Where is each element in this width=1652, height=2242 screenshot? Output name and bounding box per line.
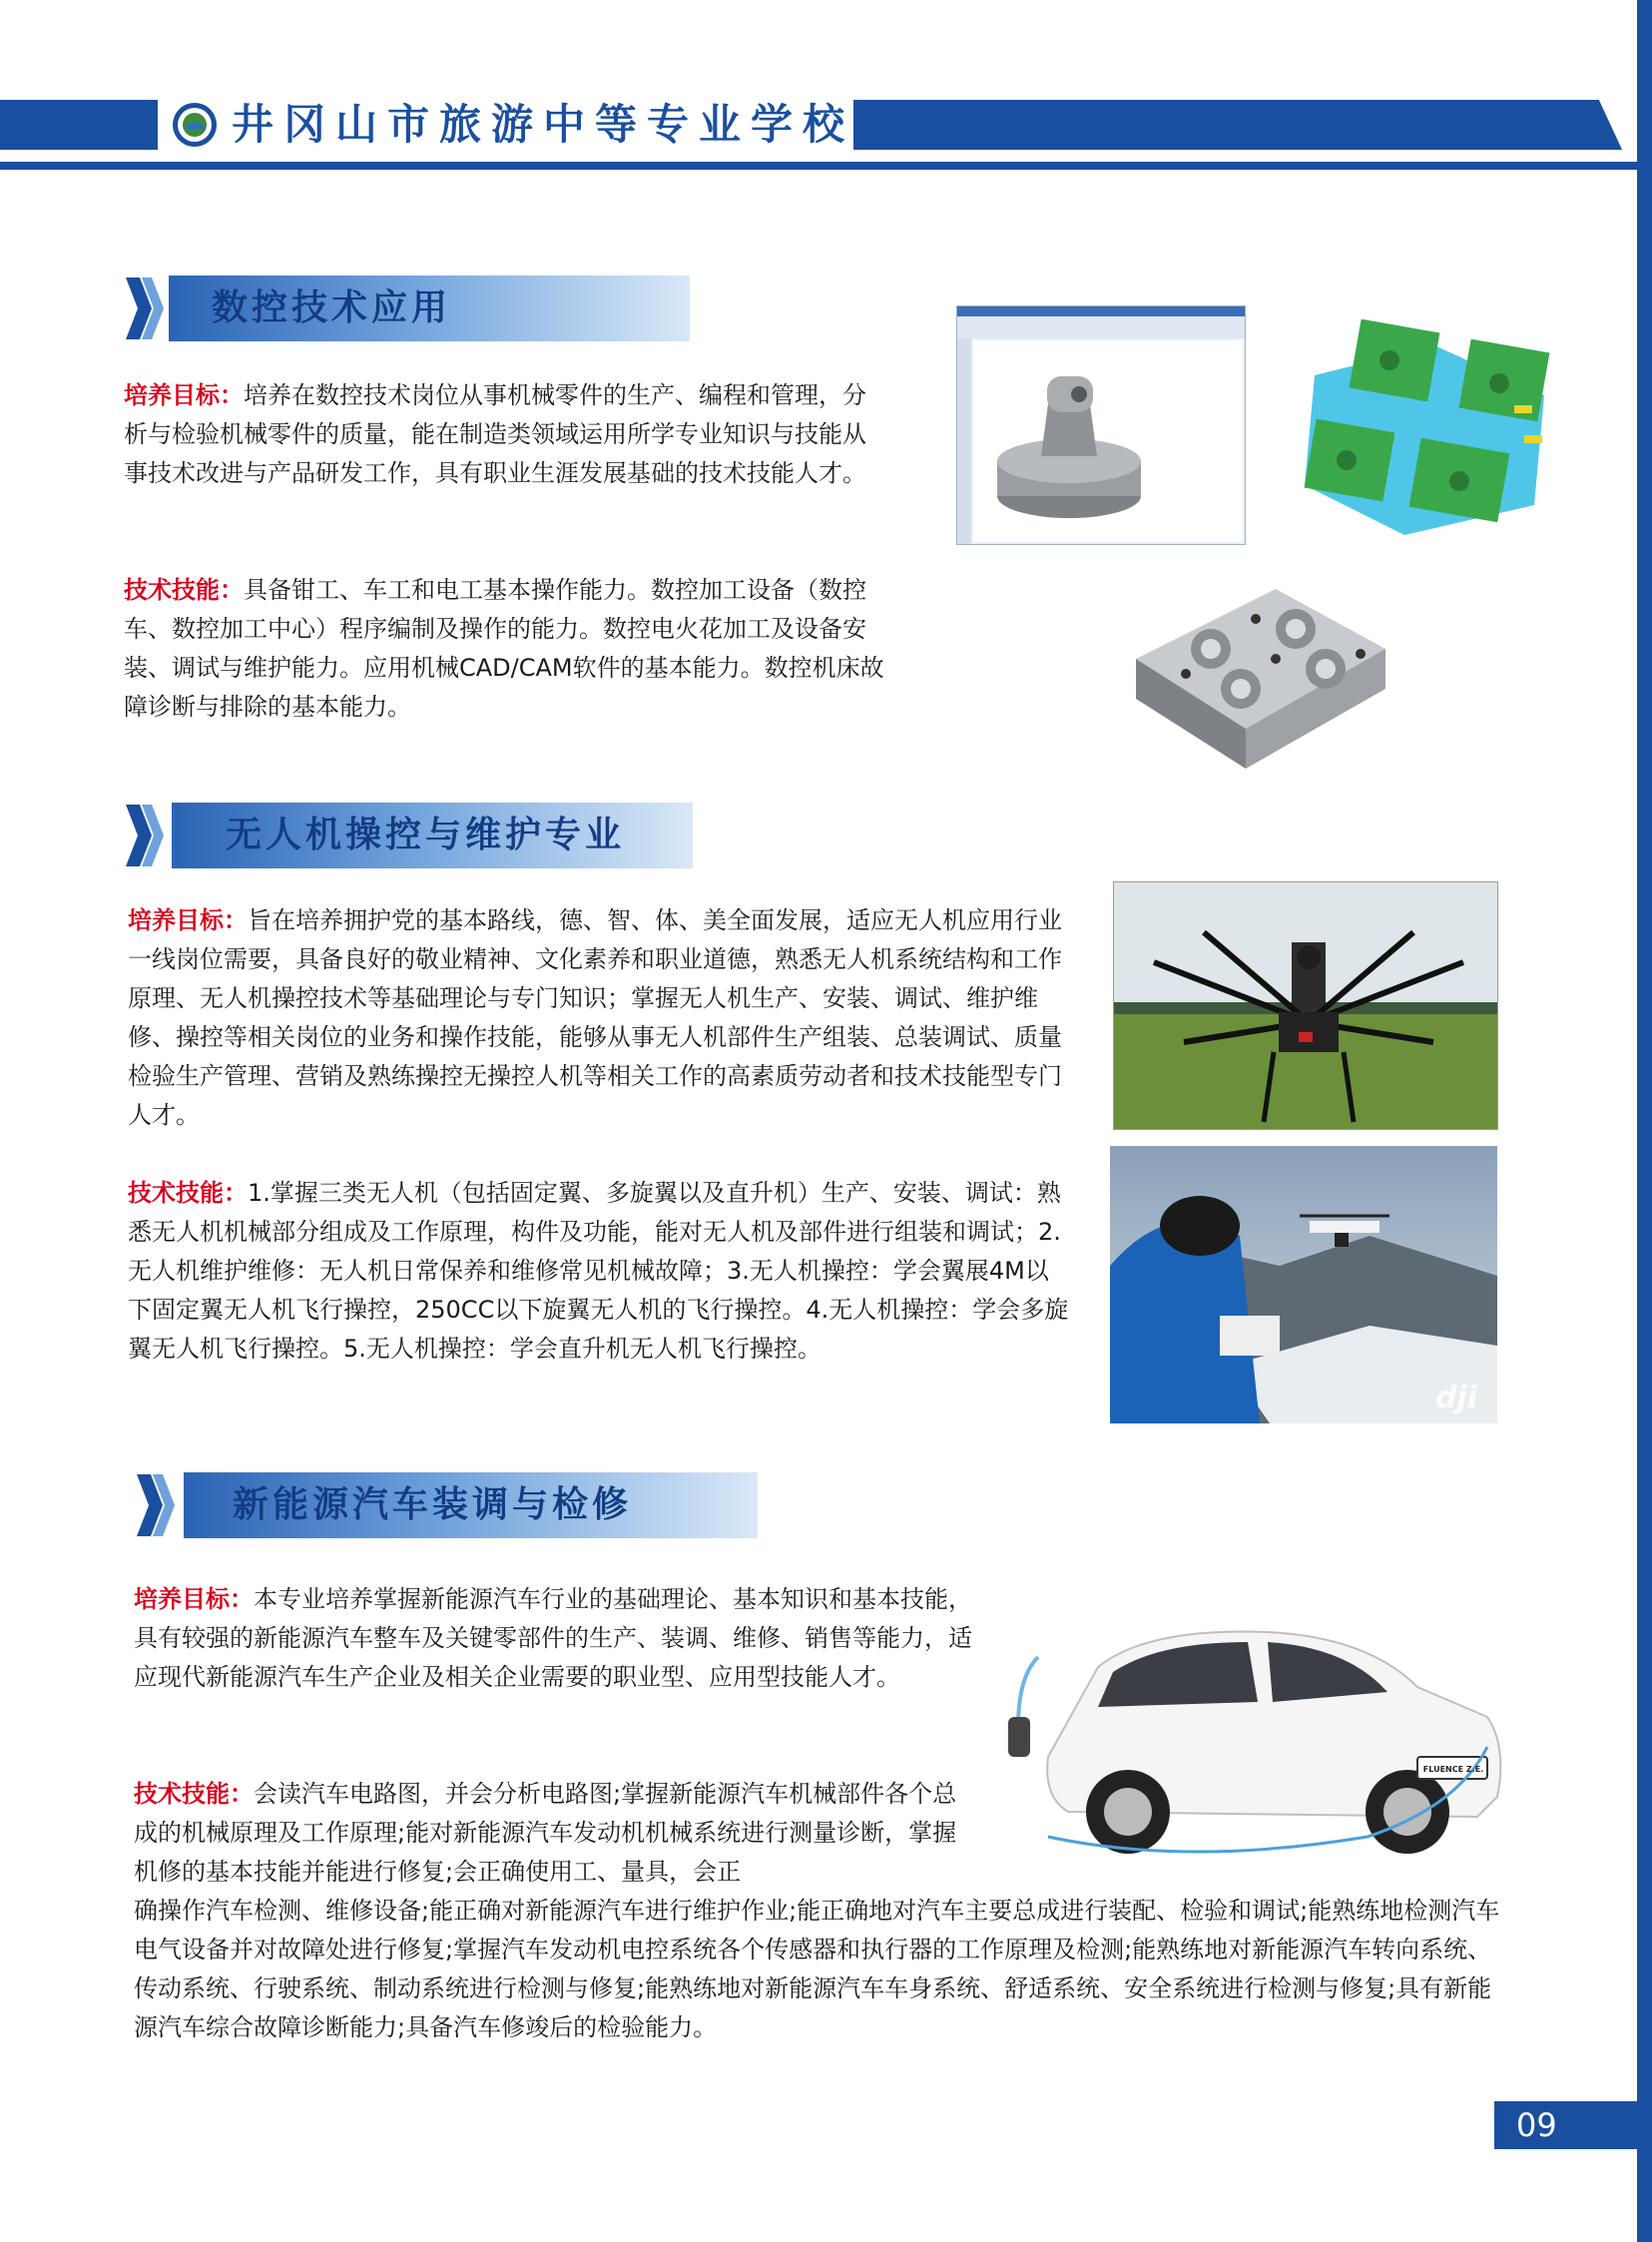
goal-label: 培养目标： bbox=[128, 906, 248, 934]
section-goal bbox=[134, 1580, 978, 1697]
electric-car-image bbox=[988, 1607, 1517, 1867]
skill-label: 技术技能： bbox=[124, 576, 244, 604]
page-number: 09 bbox=[1494, 2101, 1652, 2149]
header-rule bbox=[0, 162, 1637, 170]
goal-label: 培养目标： bbox=[134, 1585, 254, 1613]
goal-label: 培养目标： bbox=[124, 381, 244, 409]
section-skills bbox=[124, 571, 887, 727]
cad-software-image bbox=[956, 305, 1246, 545]
school-name: 井冈山市旅游中等专业学校 bbox=[232, 100, 855, 149]
section-goal bbox=[128, 901, 1072, 1135]
pilot-flying-drone-photo bbox=[1110, 1146, 1497, 1423]
steel-mold-plate-image bbox=[1126, 579, 1390, 779]
double-chevron-icon bbox=[124, 803, 168, 868]
double-chevron-icon bbox=[135, 1472, 179, 1538]
header-bar-left bbox=[0, 100, 158, 150]
skill-text: 1.掌握三类无人机（包括固定翼、多旋翼以及直升机）生产、安装、调试：熟悉无人机机械部分组成及工作原理，构件及功能，能对无人机及部件进行组装和调试；2.无人机维护维修：无人机日常保养和维修常见机械故障；3.无人机操控：学会翼展4M以下固定翼无人机飞行操控，250CC以下旋翼无人机的飞行操控。4.无人机操控：学会多旋翼无人机飞行操控。5.无人机操控：学会直升机无人机飞行操控。 bbox=[128, 1179, 1069, 1363]
section-title: 新能源汽车装调与检修 bbox=[233, 1484, 633, 1525]
section-skills bbox=[128, 1174, 1072, 1369]
section-title: 无人机操控与维护专业 bbox=[226, 815, 626, 855]
skill-text: 具备钳工、车工和电工基本操作能力。数控加工设备（数控车、数控加工中心）程序编制及操作的能力。数控电火花加工及设备安装、调试与维护能力。应用机械CAD/CAM软件的基本能力。数控机床故障诊断与排除的基本能力。 bbox=[124, 576, 884, 721]
skill-text: 会读汽车电路图，并会分析电路图;掌握新能源汽车机械部件各个总成的机械原理及工作原理;能对新能源汽车发动机机械系统进行测量诊断，掌握机修的基本技能并能进行修复;会正确使用工、量具，会正 bbox=[134, 1780, 957, 1886]
goal-text: 培养在数控技术岗位从事机械零件的生产、编程和管理，分析与检验机械零件的质量，能在制造类领域运用所学专业知识与技能从事技术改进与产品研发工作，具有职业生涯发展基础的技术技能人才。 bbox=[124, 381, 866, 487]
skill-text-continued: 确操作汽车检测、维修设备;能正确对新能源汽车进行维护作业;能正确地对汽车主要总成进行装配、检验和调试;能熟练地检测汽车电气设备并对故障处进行修复;掌握汽车发动机电控系统各个传感器和执行器的工作原理及检测;能熟练地对新能源汽车转向系统、传动系统、行驶系统、制动系统进行检测与修复;能熟练地对新能源汽车车身系统、舒适系统、安全系统进行检测与修复;具有新能源汽车综合故障诊断能力;具备汽车修竣后的检验能力。 bbox=[134, 1897, 1500, 2041]
section-skills-continued bbox=[134, 1892, 1507, 2047]
section-title: 数控技术应用 bbox=[212, 287, 452, 328]
school-logo-icon bbox=[172, 102, 218, 148]
double-chevron-icon bbox=[124, 276, 168, 341]
goal-text: 本专业培养掌握新能源汽车行业的基础理论、基本知识和基本技能，具有较强的新能源汽车整车及关键零部件的生产、装调、维修、销售等能力，适应现代新能源汽车生产企业及相关企业需要的职业型、应用型技能人才。 bbox=[134, 1585, 972, 1691]
section-goal bbox=[124, 376, 887, 493]
skill-label: 技术技能： bbox=[128, 1179, 248, 1207]
page-edge-border bbox=[1637, 0, 1652, 2242]
goal-text: 旨在培养拥护党的基本路线，德、智、体、美全面发展，适应无人机应用行业一线岗位需要，具备良好的敬业精神、文化素养和职业道德，熟悉无人机系统结构和工作原理、无人机操控技术等基础理论与专门知识；掌握无人机生产、安装、调试、维护维修、操控等相关岗位的业务和操作技能，能够从事无人机部件生产组装、总装调试、质量检验生产管理、营销及熟练操控无操控人机等相关工作的高素质劳动者和技术技能型专门人才。 bbox=[128, 906, 1062, 1129]
skill-label: 技术技能： bbox=[134, 1780, 254, 1808]
car-license-plate: FLUENCE Z.E. bbox=[1422, 1765, 1484, 1774]
hexacopter-drone-photo bbox=[1113, 881, 1498, 1130]
dji-watermark: dji bbox=[1434, 1381, 1477, 1415]
header-bar-right bbox=[853, 100, 1622, 150]
mold-3d-model-image bbox=[1285, 305, 1566, 543]
section-skills bbox=[134, 1775, 978, 1892]
